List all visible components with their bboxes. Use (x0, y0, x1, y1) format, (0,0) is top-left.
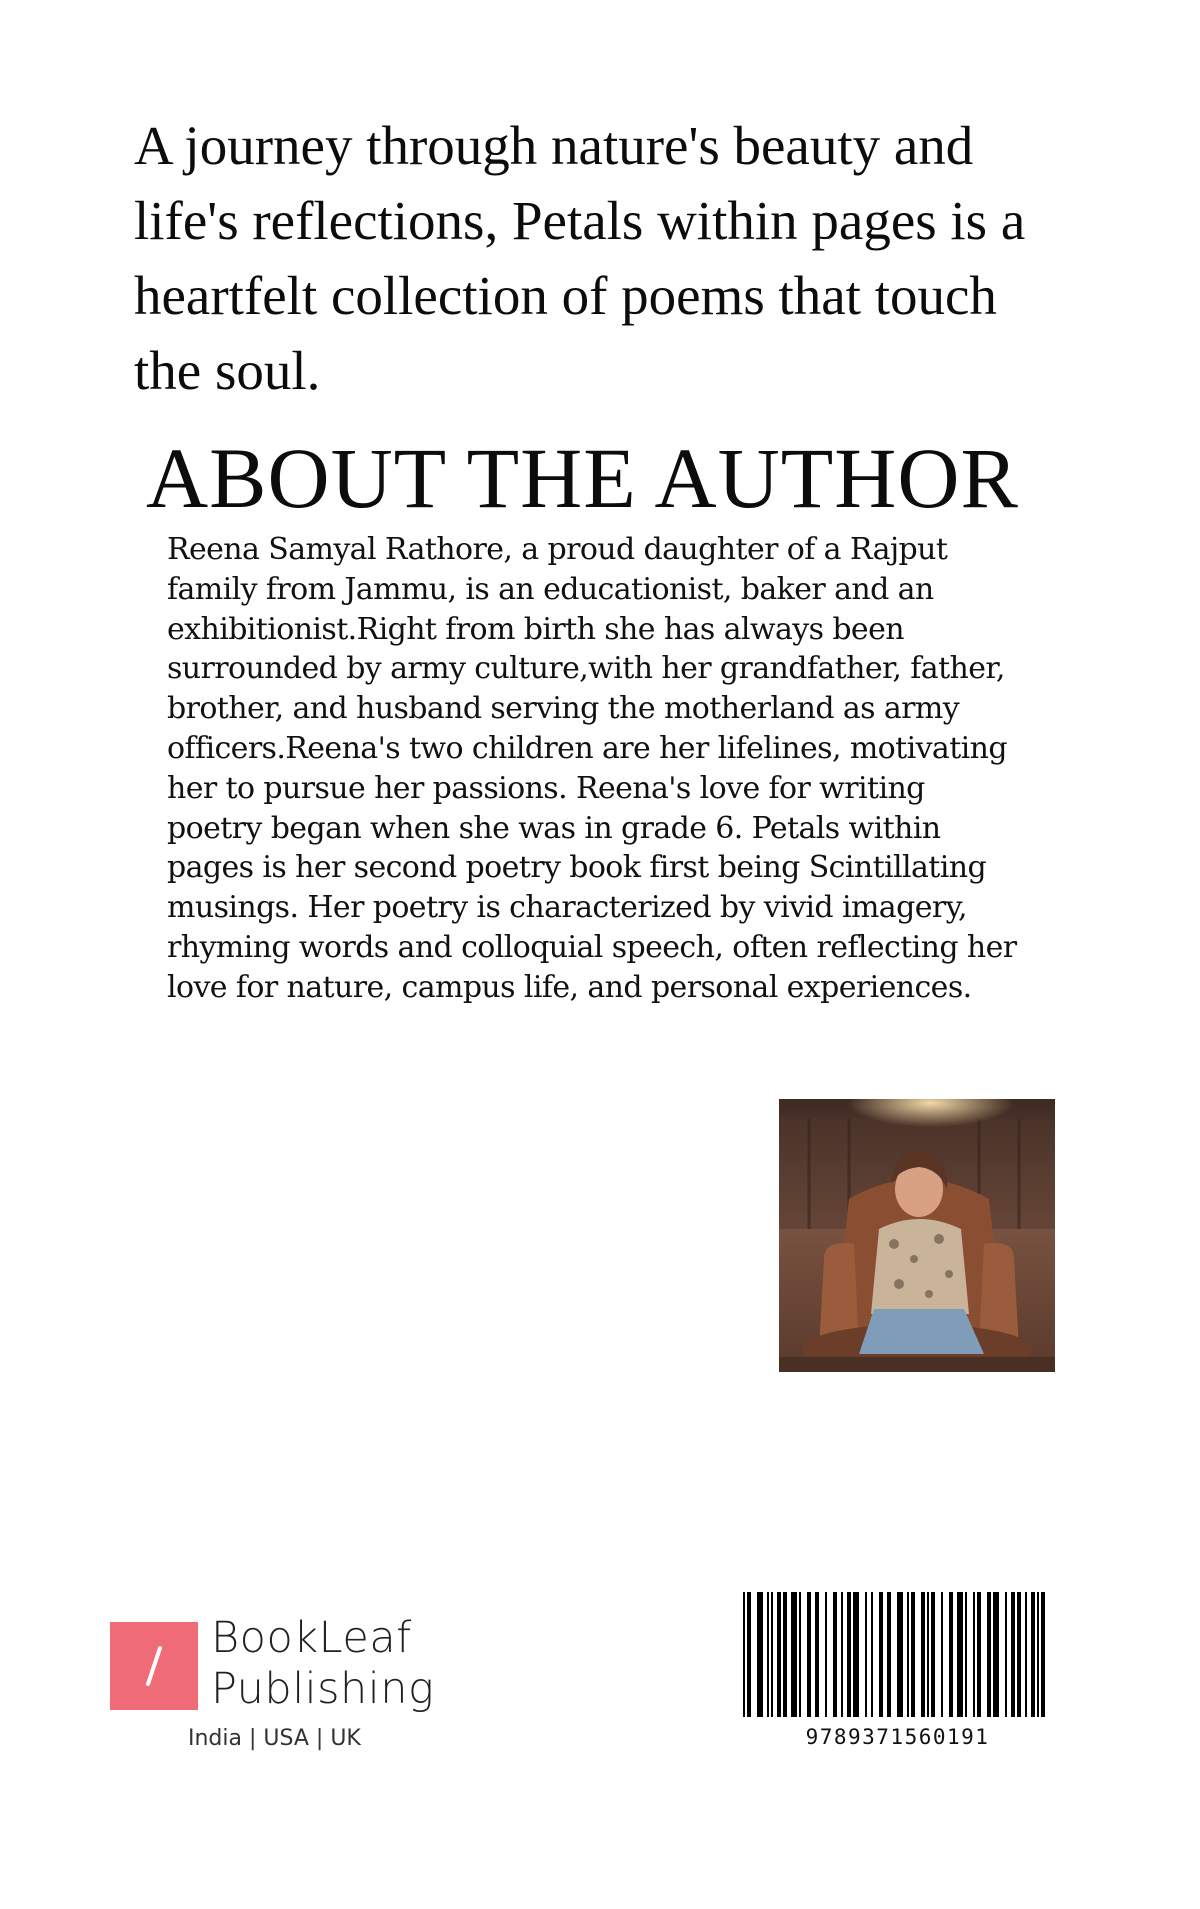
barcode-bar (973, 1592, 975, 1717)
barcode-bar (871, 1592, 873, 1717)
barcode-bar (791, 1592, 797, 1717)
bio-line: musings. Her poetry is characterized by vivid imagery, (167, 890, 967, 926)
barcode-bar (865, 1592, 867, 1717)
barcode-bar (1005, 1592, 1007, 1717)
author-photo-image (779, 1099, 1055, 1372)
bio-line: Reena Samyal Rathore, a proud daughter of a Rajput (167, 532, 948, 567)
barcode-bar (941, 1592, 943, 1717)
barcode-bar (1011, 1592, 1015, 1717)
barcode-bar (1037, 1592, 1039, 1717)
barcode-bar (783, 1592, 787, 1717)
publisher-name (211, 1613, 434, 1715)
barcode-bar (743, 1592, 745, 1717)
publisher-name-line2: Publishing (211, 1664, 435, 1714)
barcode-bar (747, 1592, 751, 1717)
barcode-bar (927, 1592, 929, 1717)
bio-line: surrounded by army culture,with her grandfather, father, (167, 651, 1005, 687)
tagline-line: life's reflections, Petals within pages is a (134, 190, 1026, 251)
barcode-bar (987, 1592, 991, 1717)
barcode-bar (767, 1592, 769, 1717)
tagline-line: heartfelt collection of poems that touch (134, 265, 997, 326)
about-heading: ABOUT THE AUTHOR (146, 430, 1019, 526)
publisher-logo (110, 1613, 470, 1763)
slash-icon (110, 1622, 198, 1710)
bio-line: exhibitionist.Right from birth she has always been (167, 611, 904, 647)
bio-line: officers.Reena's two children are her lifelines, motivating (167, 730, 1007, 766)
barcode-bar (879, 1592, 883, 1717)
barcode-bar (921, 1592, 925, 1717)
tagline-line: A journey through nature's beauty and (134, 115, 974, 176)
barcode-bar (799, 1592, 801, 1717)
isbn-number: 9789371560191 (805, 1725, 990, 1749)
author-photo (779, 1099, 1055, 1372)
publisher-name-line1: BookLeaf (211, 1613, 412, 1663)
barcode-bars (740, 1592, 1055, 1717)
barcode-bar (777, 1592, 781, 1717)
barcode-bar (993, 1592, 999, 1717)
barcode-bar (833, 1592, 837, 1717)
barcode-bar (949, 1592, 953, 1717)
barcode-bar (1041, 1592, 1045, 1717)
tagline (134, 108, 1084, 408)
barcode-bar (931, 1592, 935, 1717)
barcode-bar (1025, 1592, 1027, 1717)
tagline-line: the soul. (134, 340, 321, 401)
bio-line: pages is her second poetry book first being Scintillating (167, 850, 987, 886)
barcode-bar (853, 1592, 859, 1717)
publisher-regions: India | USA | UK (188, 1726, 361, 1751)
barcode-bar (977, 1592, 981, 1717)
barcode-bar (1017, 1592, 1021, 1717)
barcode-bar (911, 1592, 915, 1717)
barcode-bar (1031, 1592, 1035, 1717)
barcode-bar (907, 1592, 909, 1717)
barcode-bar (847, 1592, 851, 1717)
bio-line: rhyming words and colloquial speech, often reflecting her (167, 929, 1017, 965)
barcode-bar (897, 1592, 903, 1717)
barcode-bar (957, 1592, 963, 1717)
bio-line: brother, and husband serving the motherland as army (167, 691, 960, 727)
barcode-bar (965, 1592, 967, 1717)
barcode-bar (815, 1592, 819, 1717)
barcode-bar (825, 1592, 827, 1717)
bio-line: love for nature, campus life, and personal experiences. (167, 969, 972, 1005)
barcode-bar (887, 1592, 891, 1717)
barcode-bar (771, 1592, 773, 1717)
bio-line: her to pursue her passions. Reena's love for writing (167, 770, 925, 806)
bio-line: poetry began when she was in grade 6. Petals within (167, 810, 941, 846)
bio-line: family from Jammu, is an educationist, baker and an (167, 571, 934, 607)
barcode-bar (807, 1592, 811, 1717)
barcode-bar (841, 1592, 843, 1717)
author-bio (167, 530, 1047, 1008)
barcode-bar (757, 1592, 763, 1717)
